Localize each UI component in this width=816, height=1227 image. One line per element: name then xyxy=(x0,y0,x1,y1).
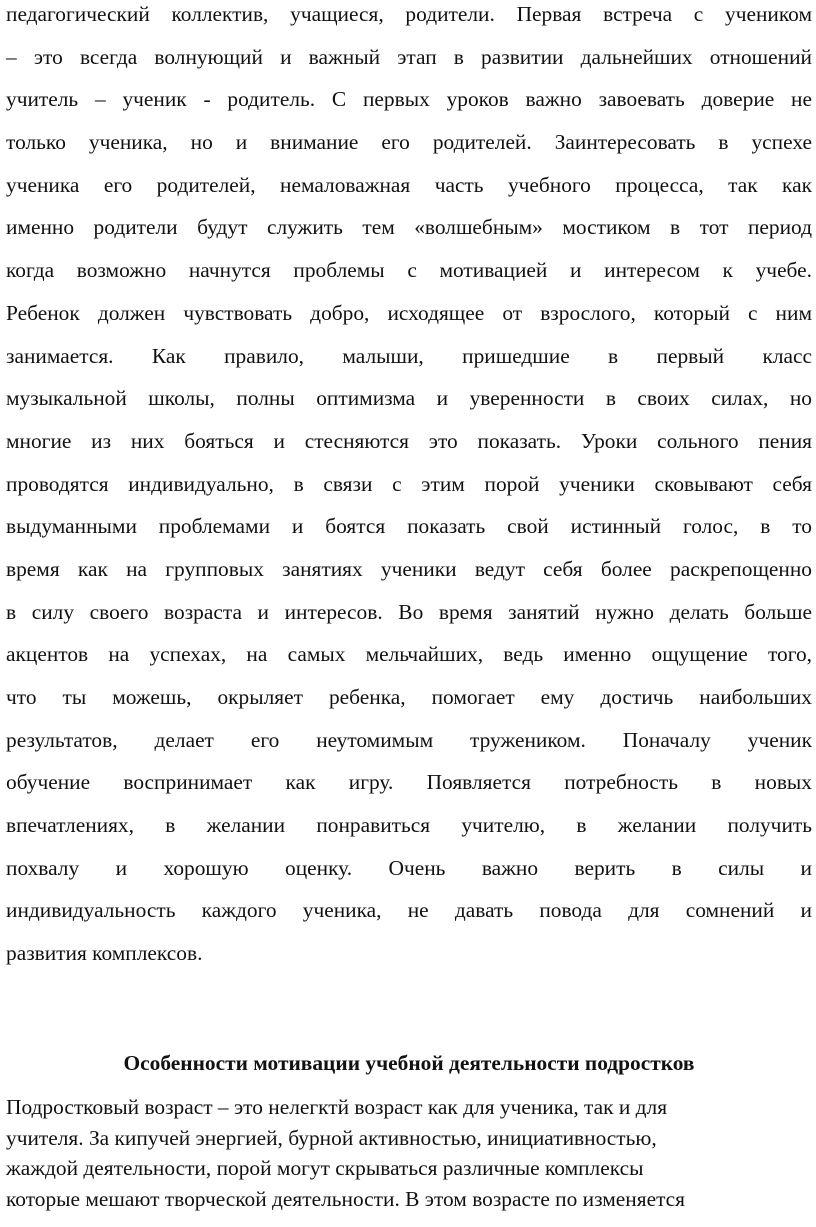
text-line: Подростковый возраст – это нелегктй возраст как для ученика, так и для xyxy=(6,1095,668,1119)
text-line: жаждой деятельности, порой могут скрываться различные комплексы xyxy=(6,1156,644,1180)
text-line: многие из них бояться и стесняются это показать. Уроки сольного пения xyxy=(6,428,812,453)
text-line: Ребенок должен чувствовать добро, исходящее от взрослого, который с ним xyxy=(6,300,812,325)
text-line: которые мешают творческой деятельности. В этом возрасте по изменяется xyxy=(6,1186,686,1211)
body-paragraph-2 xyxy=(6,1092,812,1214)
text-line: развития комплексов. xyxy=(6,941,203,966)
text-line: обучение воспринимает как игру. Появляется потребность в новых xyxy=(6,770,812,795)
text-line: только ученика, но и внимание его родителей. Заинтересовать в успехе xyxy=(6,130,812,155)
text-line: когда возможно начнутся проблемы с мотивацией и интересом к учебе. xyxy=(6,258,812,283)
text-line: – это всегда волнующий и важный этап в развитии дальнейших отношений xyxy=(6,44,812,69)
text-line: результатов, делает его неутомимым тружеником. Поначалу ученик xyxy=(6,727,812,752)
text-line: похвалу и хорошую оценку. Очень важно верить в силы и xyxy=(6,855,812,880)
text-line: учитель – ученик - родитель. С первых уроков важно завоевать доверие не xyxy=(6,87,812,112)
text-line: ученика его родителей, немаловажная часть учебного процесса, так как xyxy=(6,172,812,197)
text-line: что ты можешь, окрыляет ребенка, помогает ему достичь наибольших xyxy=(6,685,812,709)
text-line: проводятся индивидуально, в связи с этим порой ученики сковывают себя xyxy=(6,471,812,496)
text-line: учителя. За кипучей энергией, бурной активностью, инициативностью, xyxy=(6,1125,657,1150)
text-line: занимается. Как правило, малыши, пришедшие в первый класс xyxy=(6,343,812,368)
text-line: время как на групповых занятиях ученики ведут себя более раскрепощенно xyxy=(6,556,812,581)
text-line: в силу своего возраста и интересов. Во время занятий нужно делать больше xyxy=(6,599,812,624)
section-heading: Особенности мотивации учебной деятельности подростков xyxy=(123,1051,695,1075)
text-line: впечатлениях, в желании понравиться учителю, в желании получить xyxy=(6,813,812,838)
text-line: педагогический коллектив, учащиеся, родители. Первая встреча с учеником xyxy=(6,2,812,26)
text-line: индивидуальность каждого ученика, не давать повода для сомнений и xyxy=(6,898,812,923)
text-line: именно родители будут служить тем «волшебным» мостиком в тот период xyxy=(6,215,812,240)
text-line: выдуманными проблемами и боятся показать свой истинный голос, в то xyxy=(6,514,812,539)
text-line: акцентов на успехах, на самых мельчайших, ведь именно ощущение того, xyxy=(6,642,812,667)
body-paragraph-1 xyxy=(6,0,812,975)
text-line: музыкальной школы, полны оптимизма и уверенности в своих силах, но xyxy=(6,386,812,411)
